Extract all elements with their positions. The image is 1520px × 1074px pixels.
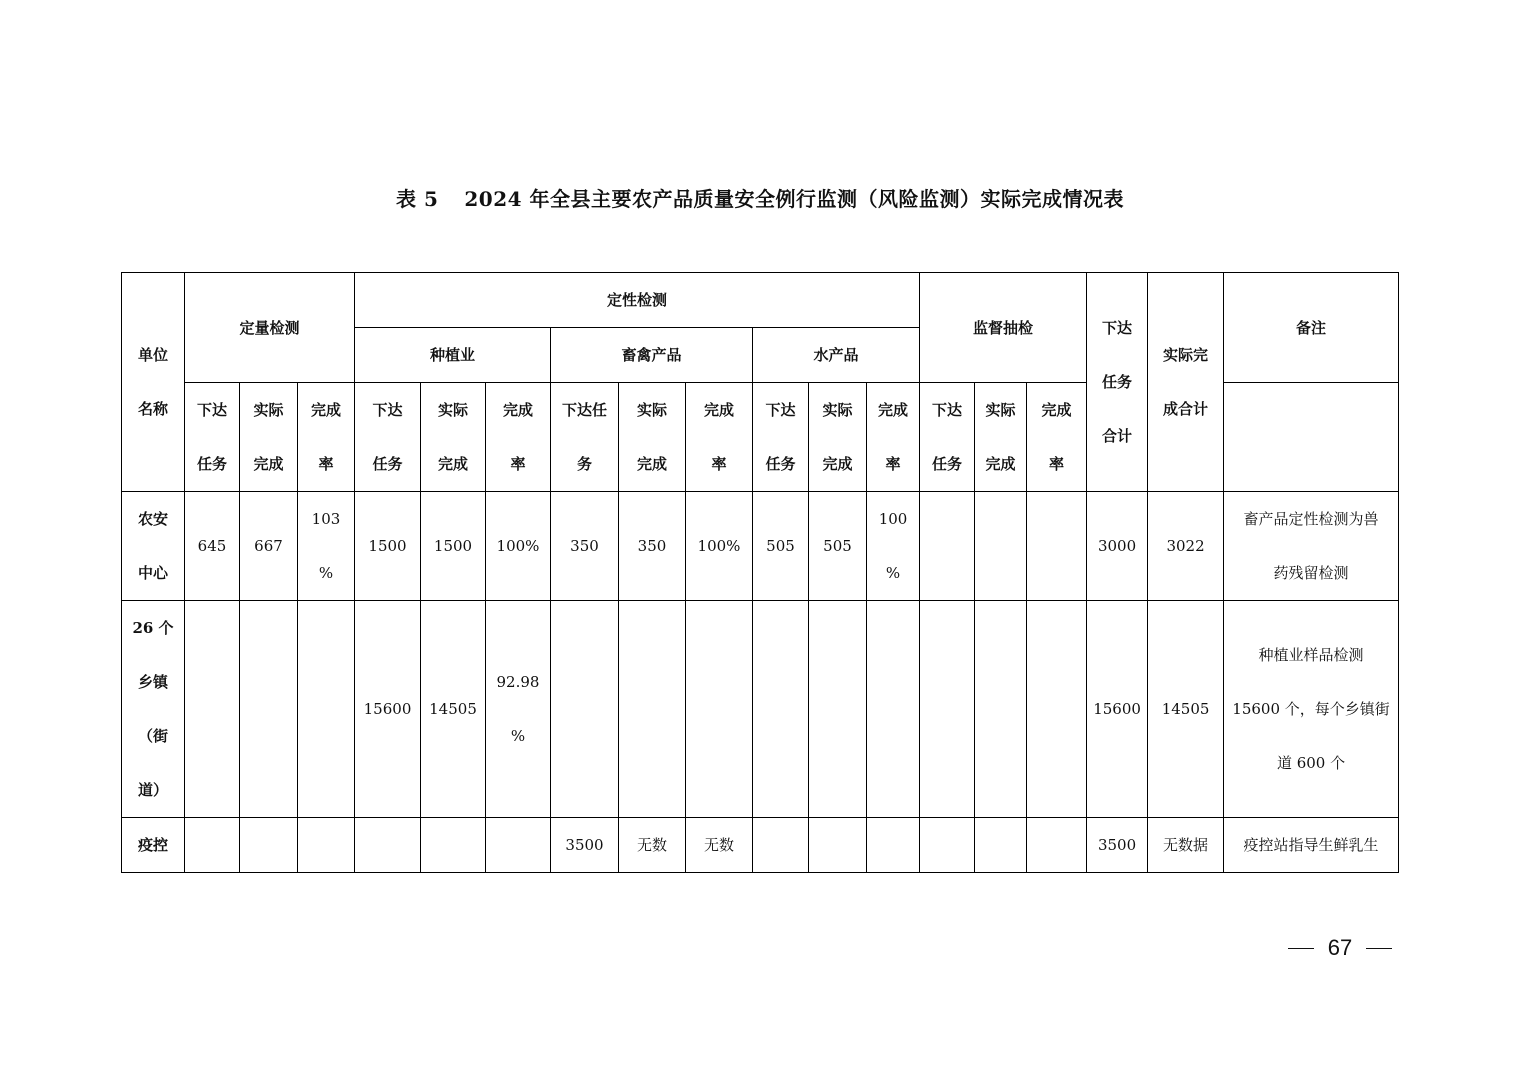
super-task-header: 下达 任务 [920, 383, 975, 492]
cell [355, 818, 421, 873]
cell [920, 818, 975, 873]
livestock-actual-header: 实际 完成 [619, 383, 686, 492]
cell [240, 601, 298, 818]
cell [867, 818, 920, 873]
table-number: 表 5 [395, 187, 439, 211]
table-row [122, 818, 1399, 873]
aquatic-actual-header: 实际 完成 [809, 383, 867, 492]
header-row-1 [122, 273, 1399, 328]
cell [298, 818, 355, 873]
cell [1027, 601, 1087, 818]
cell: 15600 [355, 601, 421, 818]
aquatic-rate-header: 完成 率 [867, 383, 920, 492]
cell [975, 818, 1027, 873]
qual-header: 定性检测 [355, 273, 920, 328]
cell: 667 [240, 492, 298, 601]
cell: 103 % [298, 492, 355, 601]
row-unit-name: 26 个 乡镇 （街 道） [122, 601, 185, 818]
page-number-text: 67 [1327, 935, 1353, 960]
cell [920, 492, 975, 601]
notes-subheader-empty [1224, 383, 1399, 492]
row-note: 畜产品定性检测为兽 药残留检测 [1224, 492, 1399, 601]
dash-right [1366, 948, 1392, 949]
cell [975, 601, 1027, 818]
cell: 1500 [421, 492, 486, 601]
livestock-task-header: 下达任 务 [551, 383, 619, 492]
cell [809, 818, 867, 873]
unit-name-header: 单位 名称 [122, 273, 185, 492]
cell [975, 492, 1027, 601]
super-header: 监督抽检 [920, 273, 1087, 383]
cell [240, 818, 298, 873]
cell: 3500 [1087, 818, 1148, 873]
cell [1027, 492, 1087, 601]
row-note: 种植业样品检测 15600 个，每个乡镇街 道 600 个 [1224, 601, 1399, 818]
planting-header: 种植业 [355, 328, 551, 383]
table-title [0, 183, 1520, 212]
cell [298, 601, 355, 818]
task-total-header: 下达 任务 合计 [1087, 273, 1148, 492]
notes-header: 备注 [1224, 273, 1399, 383]
cell [867, 601, 920, 818]
quant-actual-header: 实际 完成 [240, 383, 298, 492]
cell: 350 [551, 492, 619, 601]
super-rate-header: 完成 率 [1027, 383, 1087, 492]
row-unit-name: 疫控 [122, 818, 185, 873]
monitoring-table [121, 272, 1399, 873]
cell [920, 601, 975, 818]
aquatic-header: 水产品 [753, 328, 920, 383]
cell: 15600 [1087, 601, 1148, 818]
cell: 100% [486, 492, 551, 601]
cell: 100 % [867, 492, 920, 601]
cell [421, 818, 486, 873]
table-row [122, 492, 1399, 601]
cell [753, 818, 809, 873]
planting-rate-header: 完成 率 [486, 383, 551, 492]
dash-left [1288, 948, 1314, 949]
cell [185, 818, 240, 873]
cell [486, 818, 551, 873]
super-actual-header: 实际 完成 [975, 383, 1027, 492]
cell [619, 601, 686, 818]
cell: 3000 [1087, 492, 1148, 601]
table-title-text: 2024 年全县主要农产品质量安全例行监测（风险监测）实际完成情况表 [464, 187, 1125, 211]
quant-rate-header: 完成 率 [298, 383, 355, 492]
planting-actual-header: 实际 完成 [421, 383, 486, 492]
cell [185, 601, 240, 818]
cell: 3500 [551, 818, 619, 873]
table-row [122, 601, 1399, 818]
cell: 3022 [1148, 492, 1224, 601]
cell [1027, 818, 1087, 873]
cell: 505 [809, 492, 867, 601]
cell: 350 [619, 492, 686, 601]
cell: 92.98 % [486, 601, 551, 818]
cell: 无数 [686, 818, 753, 873]
row-unit-name: 农安 中心 [122, 492, 185, 601]
quant-task-header: 下达 任务 [185, 383, 240, 492]
cell: 100% [686, 492, 753, 601]
cell [551, 601, 619, 818]
livestock-rate-header: 完成 率 [686, 383, 753, 492]
cell: 无数据 [1148, 818, 1224, 873]
cell: 14505 [421, 601, 486, 818]
aquatic-task-header: 下达 任务 [753, 383, 809, 492]
cell: 645 [185, 492, 240, 601]
cell: 无数 [619, 818, 686, 873]
quant-header: 定量检测 [185, 273, 355, 383]
cell [686, 601, 753, 818]
actual-total-header: 实际完 成合计 [1148, 273, 1224, 492]
planting-task-header: 下达 任务 [355, 383, 421, 492]
cell: 1500 [355, 492, 421, 601]
cell [753, 601, 809, 818]
cell: 14505 [1148, 601, 1224, 818]
page-number [1288, 932, 1392, 964]
cell [809, 601, 867, 818]
row-note: 疫控站指导生鲜乳生 [1224, 818, 1399, 873]
livestock-header: 畜禽产品 [551, 328, 753, 383]
cell: 505 [753, 492, 809, 601]
